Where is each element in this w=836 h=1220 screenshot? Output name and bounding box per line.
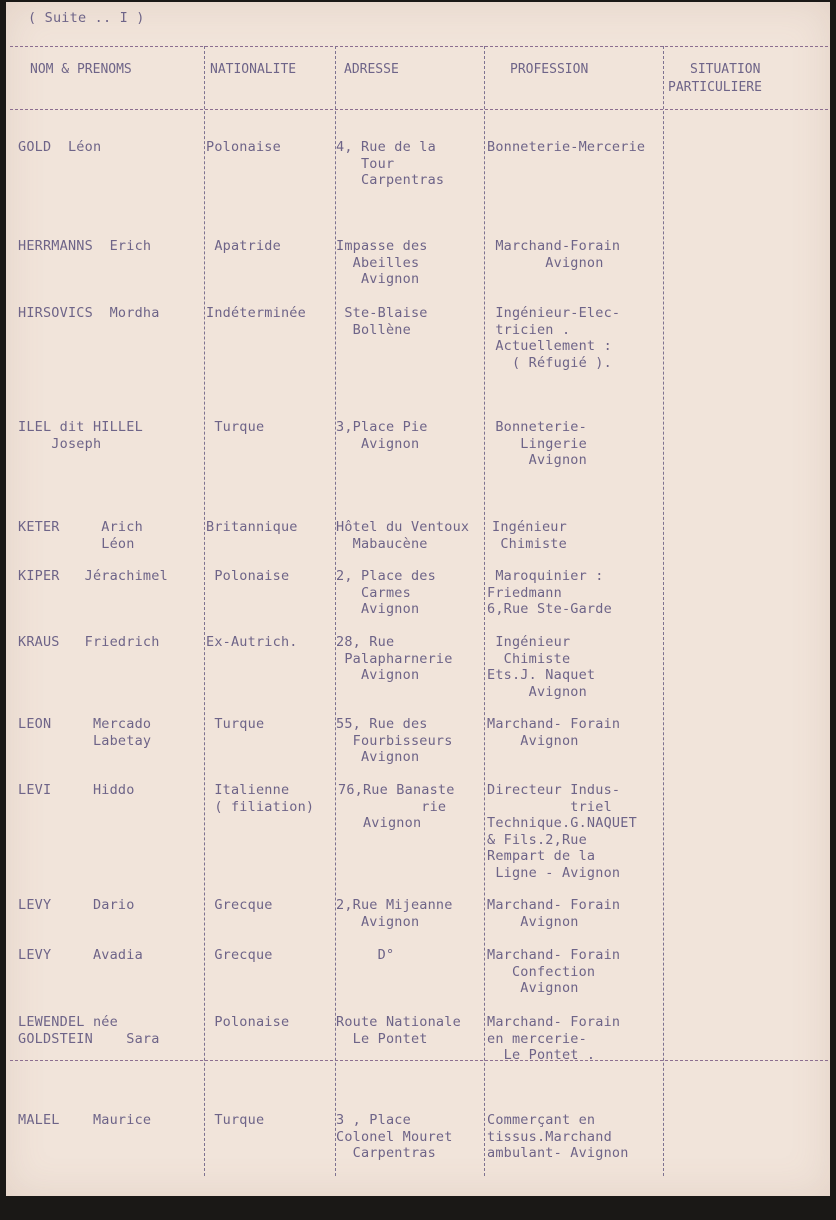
cell-name: HIRSOVICS Mordha [18, 305, 160, 321]
cell-profession: Marchand-Forain Avignon [495, 238, 621, 271]
cell-address: 55, Rue des Fourbisseurs Avignon [336, 716, 453, 765]
cell-name: KETER Arich Léon [18, 519, 143, 552]
cell-nationality: Ex-Autrich. [206, 634, 298, 650]
cell-profession: Ingénieur Chimiste Ets.J. Naquet Avignon [487, 634, 596, 700]
cell-address: Hôtel du Ventoux Mabaucène [336, 519, 470, 552]
column-separator-1 [204, 46, 205, 1176]
cell-profession: Ingénieur-Elec- tricien . Actuellement : ( Réfugié ). [495, 305, 621, 371]
cell-nationality: Polonaise [206, 139, 281, 155]
cell-name: MALEL Maurice [18, 1112, 152, 1128]
document-page [6, 2, 830, 1196]
cell-profession: Commerçant en tissus.Marchand ambulant- Avignon [487, 1112, 629, 1161]
cell-name: LEVY Avadia [18, 947, 143, 963]
cell-address: 2,Rue Mijeanne Avignon [336, 897, 453, 930]
cell-nationality: Grecque [206, 947, 273, 963]
cell-nationality: Turque [206, 716, 265, 732]
column-header-situation: SITUATION [690, 62, 761, 77]
page-header: ( Suite .. I ) [28, 10, 145, 26]
header-bottom-rule [10, 109, 828, 110]
section-divider-rule [10, 1060, 828, 1061]
cell-profession: Marchand- Forain Avignon [487, 716, 621, 749]
cell-nationality: Polonaise [206, 568, 290, 584]
cell-address: Ste-Blaise Bollène [344, 305, 428, 338]
cell-name: LEVI Hiddo [18, 782, 135, 798]
cell-name: LEON Mercado Labetay [18, 716, 152, 749]
column-header-situation-sub: PARTICULIERE [668, 80, 762, 95]
cell-name: LEWENDEL née GOLDSTEIN Sara [18, 1014, 160, 1047]
cell-nationality: Britannique [206, 519, 298, 535]
cell-address: 76,Rue Banaste rie Avignon [338, 782, 455, 831]
cell-nationality: Apatride [206, 238, 281, 254]
column-header-name: NOM & PRENOMS [30, 62, 132, 77]
cell-nationality: Polonaise [206, 1014, 290, 1030]
cell-name: LEVY Dario [18, 897, 135, 913]
column-header-profession: PROFESSION [510, 62, 589, 77]
cell-nationality: Grecque [206, 897, 273, 913]
cell-name: KRAUS Friedrich [18, 634, 160, 650]
column-separator-3 [484, 46, 485, 1176]
cell-address: 2, Place des Carmes Avignon [336, 568, 436, 617]
cell-nationality: Italienne ( filiation) [214, 782, 315, 815]
cell-profession: Directeur Indus- triel Technique.G.NAQUET & Fils.2,Rue Rempart de la Ligne - Avignon [487, 782, 637, 881]
header-top-rule [10, 46, 828, 47]
cell-profession: Marchand- Forain Avignon [487, 897, 621, 930]
cell-name: KIPER Jérachimel [18, 568, 168, 584]
cell-profession: Ingénieur Chimiste [492, 519, 567, 552]
column-header-address: ADRESSE [344, 62, 399, 77]
cell-address: Impasse des Abeilles Avignon [336, 238, 428, 287]
cell-nationality: Turque [206, 419, 265, 435]
column-separator-4 [663, 46, 664, 1176]
cell-name: HERRMANNS Erich [18, 238, 152, 254]
cell-name: ILEL dit HILLEL Joseph [18, 419, 143, 452]
cell-profession: Bonneterie- Lingerie Avignon [495, 419, 587, 468]
cell-profession: Marchand- Forain Confection Avignon [487, 947, 621, 996]
cell-profession: Bonneterie-Mercerie [487, 139, 646, 155]
cell-name: GOLD Léon [18, 139, 102, 155]
column-header-nationality: NATIONALITE [210, 62, 297, 77]
cell-profession: Maroquinier : Friedmann 6,Rue Ste-Garde [487, 568, 612, 617]
cell-address: 4, Rue de la Tour Carpentras [336, 139, 445, 188]
cell-address: 28, Rue Palapharnerie Avignon [336, 634, 453, 683]
cell-address: 3 , Place Colonel Mouret Carpentras [336, 1112, 453, 1161]
cell-address: Route Nationale Le Pontet [336, 1014, 461, 1047]
cell-address: D° [336, 947, 395, 963]
cell-nationality: Turque [206, 1112, 265, 1128]
cell-profession: Marchand- Forain en mercerie- Le Pontet . [487, 1014, 621, 1063]
cell-address: 3,Place Pie Avignon [336, 419, 428, 452]
cell-nationality: Indéterminée [206, 305, 306, 321]
